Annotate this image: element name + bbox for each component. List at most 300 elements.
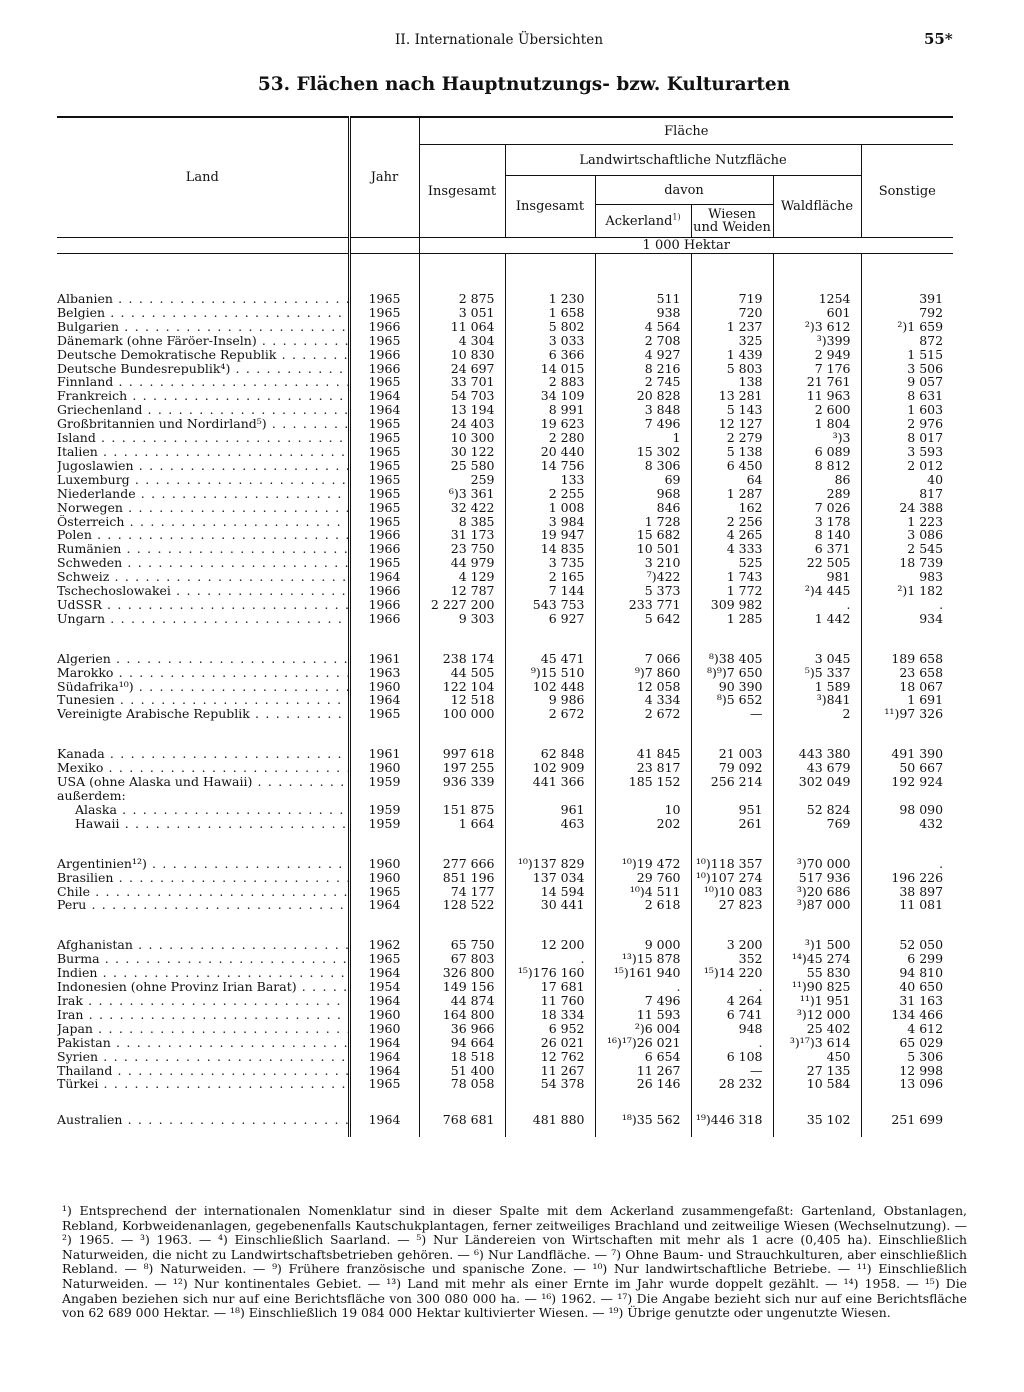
acker-cell: 20 828 [595,389,691,403]
lnf-cell: 961 [505,803,595,817]
wald-cell: 25 402 [773,1022,861,1036]
lnf-cell: 14 835 [505,542,595,556]
insgesamt-cell: ⁶)3 361 [419,487,505,501]
country-name: Belgien . . . [57,306,349,320]
table-row [57,707,953,721]
table-row [57,598,953,612]
country-name: Algerien . . . [57,652,349,666]
year-cell: 1966 [349,362,419,376]
country-name: Luxemburg . . . [57,473,349,487]
sonstige-cell: 817 [861,487,953,501]
lnf-cell: 14 756 [505,459,595,473]
year-cell: 1964 [349,693,419,707]
acker-cell: 3 210 [595,556,691,570]
sonstige-cell: 192 924 [861,775,953,789]
insgesamt-cell: 44 874 [419,994,505,1008]
insgesamt-cell: 151 875 [419,803,505,817]
insgesamt-cell: 10 830 [419,348,505,362]
lnf-cell: 30 441 [505,898,595,912]
sonstige-cell: 134 466 [861,1008,953,1022]
acker-cell: 8 306 [595,459,691,473]
table-row [57,775,953,789]
lnf-cell: 2 883 [505,375,595,389]
insgesamt-cell: 259 [419,473,505,487]
insgesamt-cell: 67 803 [419,952,505,966]
wiesen-cell: 4 265 [691,528,773,542]
wiesen-cell: 27 823 [691,898,773,912]
insgesamt-cell: 277 666 [419,857,505,871]
year-cell: 1966 [349,584,419,598]
sonstige-cell: 2 976 [861,417,953,431]
wiesen-cell: 1 439 [691,348,773,362]
table-row [57,403,953,417]
country-name: Argentinien¹²) . . . [57,857,349,871]
footnotes [62,1204,967,1321]
wiesen-cell: 951 [691,803,773,817]
year-cell: 1966 [349,612,419,626]
country-name: Japan . . . [57,1022,349,1036]
header-unit: 1 000 Hektar [419,238,953,254]
wald-cell: 2 949 [773,348,861,362]
year-cell: 1964 [349,994,419,1008]
lnf-cell: 9 986 [505,693,595,707]
wald-cell: 43 679 [773,761,861,775]
acker-cell: 29 760 [595,871,691,885]
table-row [57,487,953,501]
country-name: USA (ohne Alaska und Hawaii) . . . [57,775,349,789]
table-row [57,1113,953,1127]
country-name: Italien . . . [57,445,349,459]
lnf-cell: 1 008 [505,501,595,515]
lnf-cell: 3 735 [505,556,595,570]
insgesamt-cell: 44 979 [419,556,505,570]
wiesen-cell: — [691,1064,773,1078]
header-land: Land [57,117,349,238]
table-row [57,994,953,1008]
year-cell: 1960 [349,857,419,871]
table-row [57,320,953,334]
table-row [57,348,953,362]
lnf-cell: 7 144 [505,584,595,598]
acker-cell: 9 000 [595,938,691,952]
country-name: Afghanistan . . . [57,938,349,952]
insgesamt-cell: 36 966 [419,1022,505,1036]
table-row [57,938,953,952]
year-cell: 1959 [349,803,419,817]
acker-cell: ⁷)422 [595,570,691,584]
insgesamt-cell: 164 800 [419,1008,505,1022]
header-jahr: Jahr [349,117,419,238]
country-name: Deutsche Demokratische Republik . . . [57,348,349,362]
year-cell: 1966 [349,320,419,334]
wiesen-cell: 13 281 [691,389,773,403]
wiesen-cell: 309 982 [691,598,773,612]
country-name: Brasilien . . . [57,871,349,885]
country-name: Thailand . . . [57,1064,349,1078]
table-row [57,334,953,348]
wiesen-cell [691,789,773,803]
wald-cell: ¹¹)90 825 [773,980,861,994]
sonstige-cell: 5 306 [861,1050,953,1064]
sonstige-cell: ²)1 659 [861,320,953,334]
sonstige-cell: 40 [861,473,953,487]
table-row [57,570,953,584]
header-flaeche: Fläche [419,117,953,145]
acker-cell: 41 845 [595,747,691,761]
lnf-cell: 2 255 [505,487,595,501]
sonstige-cell: 6 299 [861,952,953,966]
wald-cell: 517 936 [773,871,861,885]
year-cell: 1964 [349,389,419,403]
footnotes-text: ¹) Entsprechend der internationalen Nomenklatur sind in dieser Spalte mit dem Ackerland zusammengefaßt: Gartenland, Obstanlagen, Rebland, Korbweidenanlagen, gegebenenfalls Kautschukplantagen, ferner zeitweiliges Brachland und zeitweilige Wiesen (Wechselnutzung). — ²) 1965. — ³) 1963. — ⁴) Einschließlich Saarland. — ⁵) Nur Ländereien von Wirtschaften mit mehr als 1 acre (0,405 ha). Einschließlich Naturweiden, die nicht zu Landwirtschaftsbetrieben gehören. — ⁶) Nur Landfläche. — ⁷) Ohne Baum- und Strauchkulturen, aber einschließlich Rebland. — ⁸) Naturweiden. — ⁹) Frühere französische und spanische Zone. — ¹⁰) Nur landwirtschaftliche Betriebe. — ¹¹) Einschließlich Naturweiden. — ¹²) Nur kontinentales Gebiet. — ¹³) Land mit mehr als einer Ernte im Jahr wurde doppelt gezählt. — ¹⁴) 1958. — ¹⁵) Die Angaben beziehen sich nur auf eine Berichtsfläche von 300 080 000 ha. — ¹⁶) 1962. — ¹⁷) Die Angabe bezieht sich nur auf eine Berichtsfläche von 62 689 000 Hektar. — ¹⁸) Einschließlich 19 084 000 Hektar kultivierter Wiesen. — ¹⁹) Übrige genutzte oder ungenutzte Wiesen. [62,1203,967,1321]
page-number: 55* [924,30,953,48]
insgesamt-cell: 32 422 [419,501,505,515]
country-name: Vereinigte Arabische Republik . . . [57,707,349,721]
wald-cell: ³)3 [773,431,861,445]
wald-cell: 6 089 [773,445,861,459]
insgesamt-cell: 18 518 [419,1050,505,1064]
page-header [0,32,1024,52]
sonstige-cell: 38 897 [861,885,953,899]
insgesamt-cell: 9 303 [419,612,505,626]
country-name: Hawaii . . . [75,817,349,831]
lnf-cell: 6 927 [505,612,595,626]
insgesamt-cell: 13 194 [419,403,505,417]
table-row [57,898,953,912]
wiesen-cell: ¹⁰)107 274 [691,871,773,885]
wiesen-cell: 720 [691,306,773,320]
acker-cell: 968 [595,487,691,501]
sonstige-cell: 40 650 [861,980,953,994]
lnf-cell: 6 366 [505,348,595,362]
year-cell: 1961 [349,652,419,666]
insgesamt-cell: 51 400 [419,1064,505,1078]
lnf-cell: 6 952 [505,1022,595,1036]
year-cell: 1966 [349,542,419,556]
acker-cell: 8 216 [595,362,691,376]
lnf-cell: 45 471 [505,652,595,666]
insgesamt-cell: 768 681 [419,1113,505,1127]
insgesamt-cell: 128 522 [419,898,505,912]
sonstige-cell: . [861,598,953,612]
year-cell: 1965 [349,473,419,487]
wald-cell: 769 [773,817,861,831]
wald-cell: ³)841 [773,693,861,707]
year-cell: 1960 [349,871,419,885]
acker-cell: 7 496 [595,417,691,431]
wiesen-cell: . [691,1036,773,1050]
wald-cell [773,789,861,803]
sonstige-cell: 18 739 [861,556,953,570]
year-cell: 1965 [349,445,419,459]
wald-cell: ³)12 000 [773,1008,861,1022]
country-name: Deutsche Bundesrepublik⁴) . . . [57,362,349,376]
insgesamt-cell: 54 703 [419,389,505,403]
wald-cell: ³)87 000 [773,898,861,912]
lnf-cell: 5 802 [505,320,595,334]
acker-cell: 4 927 [595,348,691,362]
wald-cell: 35 102 [773,1113,861,1127]
wald-cell: ¹⁴)45 274 [773,952,861,966]
lnf-cell: 1 230 [505,292,595,306]
year-cell: 1965 [349,952,419,966]
country-name: Island . . . [57,431,349,445]
country-name: Dänemark (ohne Färöer-Inseln) . . . [57,334,349,348]
acker-cell: 12 058 [595,680,691,694]
year-cell: 1965 [349,487,419,501]
country-name: Irak . . . [57,994,349,1008]
sonstige-cell: 2 012 [861,459,953,473]
acker-cell: 2 672 [595,707,691,721]
year-cell: 1961 [349,747,419,761]
acker-cell: ¹⁸)35 562 [595,1113,691,1127]
sonstige-cell: 189 658 [861,652,953,666]
lnf-cell: 54 378 [505,1077,595,1091]
acker-cell: 1 [595,431,691,445]
wald-cell: ³)70 000 [773,857,861,871]
country-name: außerdem: [57,789,126,803]
insgesamt-cell: 12 787 [419,584,505,598]
lnf-cell: 3 033 [505,334,595,348]
year-cell: 1964 [349,898,419,912]
sonstige-cell: 3 593 [861,445,953,459]
lnf-cell: 12 200 [505,938,595,952]
wald-cell: 22 505 [773,556,861,570]
wiesen-cell: 1 743 [691,570,773,584]
year-cell: 1962 [349,938,419,952]
acker-cell: 2 618 [595,898,691,912]
country-name: Schweiz . . . [57,570,349,584]
wiesen-cell: 719 [691,292,773,306]
section-title: II. Internationale Übersichten [395,32,604,48]
wald-cell: 1 589 [773,680,861,694]
table-row [57,817,953,831]
country-name: Großbritannien und Nordirland⁵) . . . [57,417,349,431]
insgesamt-cell: 23 750 [419,542,505,556]
wiesen-cell: 6 741 [691,1008,773,1022]
sonstige-cell: 432 [861,817,953,831]
header-wiesen-line2: und Weiden [693,220,771,235]
wiesen-cell: 64 [691,473,773,487]
sonstige-cell: 983 [861,570,953,584]
table-row [57,362,953,376]
acker-cell: 3 848 [595,403,691,417]
wiesen-cell: 948 [691,1022,773,1036]
insgesamt-cell: 10 300 [419,431,505,445]
country-name: Mexiko . . . [57,761,349,775]
acker-cell: 4 334 [595,693,691,707]
wald-cell: 443 380 [773,747,861,761]
insgesamt-cell: 78 058 [419,1077,505,1091]
table-title: 53. Flächen nach Hauptnutzungs- bzw. Kulturarten [257,74,791,95]
year-cell: 1959 [349,817,419,831]
sonstige-cell: 391 [861,292,953,306]
header-ackerland [595,205,691,238]
sonstige-cell: 1 603 [861,403,953,417]
lnf-cell: ⁹)15 510 [505,666,595,680]
wiesen-cell: . [691,980,773,994]
acker-cell: ¹⁰)4 511 [595,885,691,899]
sonstige-cell: 18 067 [861,680,953,694]
table-row [57,612,953,626]
acker-cell: 23 817 [595,761,691,775]
insgesamt-cell: 936 339 [419,775,505,789]
country-name: Iran . . . [57,1008,349,1022]
sonstige-cell: 872 [861,334,953,348]
lnf-cell: 133 [505,473,595,487]
year-cell: 1963 [349,666,419,680]
wiesen-cell: 28 232 [691,1077,773,1091]
header-waldflaeche: Waldfläche [773,176,861,238]
wiesen-cell: 1 772 [691,584,773,598]
year-cell: 1964 [349,1064,419,1078]
acker-cell: 202 [595,817,691,831]
table-row [57,747,953,761]
sonstige-cell: 792 [861,306,953,320]
year-cell: 1966 [349,528,419,542]
wiesen-cell: ⁸)5 652 [691,693,773,707]
year-cell: 1965 [349,431,419,445]
year-cell: 1966 [349,598,419,612]
wald-cell: 981 [773,570,861,584]
wald-cell: 7 176 [773,362,861,376]
wiesen-cell: 5 143 [691,403,773,417]
year-cell: 1965 [349,375,419,389]
sonstige-cell: 11 081 [861,898,953,912]
wald-cell: ²)3 612 [773,320,861,334]
wald-cell: 8 140 [773,528,861,542]
country-name: Niederlande . . . [57,487,349,501]
acker-cell: . [595,980,691,994]
wald-cell: ³)399 [773,334,861,348]
wiesen-cell: 6 108 [691,1050,773,1064]
insgesamt-cell: 44 505 [419,666,505,680]
table-row [57,528,953,542]
lnf-cell: 20 440 [505,445,595,459]
acker-cell: 26 146 [595,1077,691,1091]
lnf-cell: 137 034 [505,871,595,885]
lnf-cell: 3 984 [505,515,595,529]
sonstige-cell: 8 017 [861,431,953,445]
insgesamt-cell: 8 385 [419,515,505,529]
lnf-cell: 26 021 [505,1036,595,1050]
header-insgesamt: Insgesamt [419,145,505,238]
table-row [57,761,953,775]
table-row [57,952,953,966]
wald-cell: 601 [773,306,861,320]
lnf-cell: 11 267 [505,1064,595,1078]
lnf-cell: 102 909 [505,761,595,775]
table-row [57,1064,953,1078]
wiesen-cell: 3 200 [691,938,773,952]
acker-cell: 233 771 [595,598,691,612]
sonstige-cell: 23 658 [861,666,953,680]
wald-cell: 55 830 [773,966,861,980]
acker-cell: 15 302 [595,445,691,459]
year-cell: 1960 [349,680,419,694]
lnf-cell: 11 760 [505,994,595,1008]
year-cell: 1965 [349,515,419,529]
sonstige-cell: 251 699 [861,1113,953,1127]
wiesen-cell: 79 092 [691,761,773,775]
header-ackerland-footnote: 1) [672,212,681,222]
table-row [57,803,953,817]
wiesen-cell: 5 138 [691,445,773,459]
year-cell: 1965 [349,501,419,515]
insgesamt-cell: 238 174 [419,652,505,666]
table-row [57,966,953,980]
acker-cell: 2 745 [595,375,691,389]
lnf-cell: ¹⁰)137 829 [505,857,595,871]
sonstige-cell: 2 545 [861,542,953,556]
table-row [57,1036,953,1050]
wald-cell: ³)1 500 [773,938,861,952]
year-cell: 1965 [349,417,419,431]
wiesen-cell: ¹⁵)14 220 [691,966,773,980]
wald-cell: 11 963 [773,389,861,403]
lnf-cell: 2 280 [505,431,595,445]
wiesen-cell: 256 214 [691,775,773,789]
country-name: Indonesien (ohne Provinz Irian Barat) . . . [57,980,349,994]
year-cell: 1966 [349,348,419,362]
table-row [57,584,953,598]
acker-cell: 2 708 [595,334,691,348]
wiesen-cell: 1 237 [691,320,773,334]
lnf-cell: 2 165 [505,570,595,584]
country-name: Albanien . . . [57,292,349,306]
wald-cell: 86 [773,473,861,487]
wiesen-cell: 6 450 [691,459,773,473]
insgesamt-cell: 25 580 [419,459,505,473]
lnf-cell: 543 753 [505,598,595,612]
wiesen-cell: 325 [691,334,773,348]
year-cell: 1960 [349,1008,419,1022]
country-name: Südafrika¹⁰) . . . [57,680,349,694]
lnf-cell: 62 848 [505,747,595,761]
table-row [57,389,953,403]
acker-cell: 7 066 [595,652,691,666]
sonstige-cell: 12 998 [861,1064,953,1078]
insgesamt-cell [419,789,505,803]
wald-cell: 1254 [773,292,861,306]
sonstige-cell: 934 [861,612,953,626]
wald-cell: 52 824 [773,803,861,817]
table-row [57,1050,953,1064]
country-name: Pakistan . . . [57,1036,349,1050]
table-row [57,431,953,445]
country-name: Norwegen . . . [57,501,349,515]
acker-cell: 11 593 [595,1008,691,1022]
wald-cell: ⁵)5 337 [773,666,861,680]
insgesamt-cell: 24 403 [419,417,505,431]
table-row [57,375,953,389]
acker-cell: ¹⁰)19 472 [595,857,691,871]
sonstige-cell: . [861,857,953,871]
wiesen-cell: 2 256 [691,515,773,529]
sonstige-cell: 196 226 [861,871,953,885]
year-cell: 1965 [349,292,419,306]
sonstige-cell: 3 506 [861,362,953,376]
wiesen-cell: 261 [691,817,773,831]
wiesen-cell: 138 [691,375,773,389]
wiesen-cell: 12 127 [691,417,773,431]
country-name: Ungarn . . . [57,612,349,626]
insgesamt-cell: 31 173 [419,528,505,542]
acker-cell: 69 [595,473,691,487]
insgesamt-cell: 4 304 [419,334,505,348]
wiesen-cell: ¹⁰)10 083 [691,885,773,899]
wiesen-cell: 4 264 [691,994,773,1008]
